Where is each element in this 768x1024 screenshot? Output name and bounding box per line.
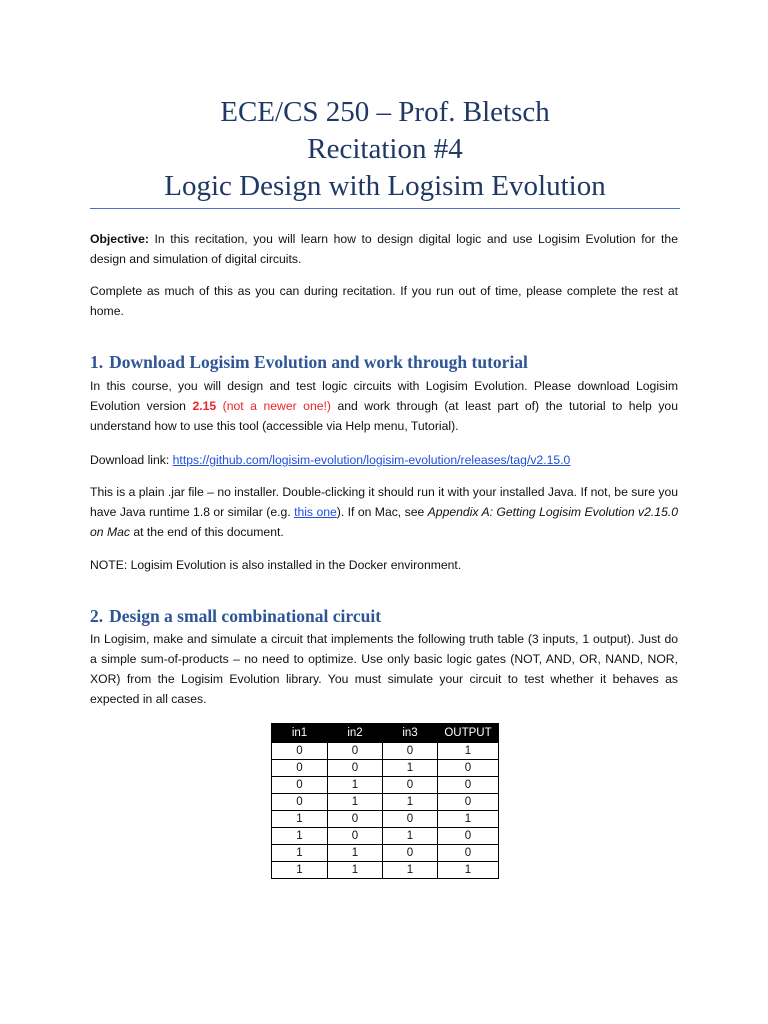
download-paragraph xyxy=(90,450,678,470)
cell-in1: 1 xyxy=(272,828,328,845)
table-row xyxy=(272,828,499,845)
cell-in3: 0 xyxy=(383,845,438,862)
cell-output: 0 xyxy=(438,794,499,811)
header-in3: in3 xyxy=(383,724,438,743)
section1-intro-after: and work through (at least part of) the tutorial to help you understand how to use this tool (accessible via Help menu, Tutorial). xyxy=(90,399,678,433)
java-text-middle: ). If on Mac, see xyxy=(336,505,428,519)
objective-text: In this recitation, you will learn how to design digital logic and use Logisim Evolution for the design and simulation of digital circuits. xyxy=(90,232,678,266)
section1-intro-paragraph xyxy=(90,376,678,436)
table-row xyxy=(272,811,499,828)
cell-in3: 1 xyxy=(383,760,438,777)
section2-paragraph: In Logisim, make and simulate a circuit that implements the following truth table (3 inputs, 1 output). Just do a simple sum-of-products – no need to optimize. Use only basic logic gates (NOT, AND, OR, NAND, NOR, XOR) from the Logisim Evolution library. You must simulate your circuit to test whether it behaves as expected in all cases. xyxy=(90,632,678,706)
cell-in2: 1 xyxy=(328,862,383,879)
section2-title: Design a small combinational circuit xyxy=(109,606,382,626)
document-title xyxy=(90,94,680,205)
title-recitation: Recitation #4 xyxy=(307,133,463,165)
cell-in1: 0 xyxy=(272,794,328,811)
cell-in2: 0 xyxy=(328,811,383,828)
cell-in3: 1 xyxy=(383,862,438,879)
complete-note-paragraph: Complete as much of this as you can during recitation. If you run out of time, please complete the rest at home. xyxy=(90,284,678,318)
cell-output: 1 xyxy=(438,811,499,828)
cell-output: 0 xyxy=(438,845,499,862)
version-number: 2.15 xyxy=(192,399,217,413)
table-row xyxy=(272,760,499,777)
cell-output: 0 xyxy=(438,828,499,845)
truth-table xyxy=(271,723,499,879)
docker-note-paragraph: NOTE: Logisim Evolution is also installed in the Docker environment. xyxy=(90,558,462,572)
download-label: Download link: xyxy=(90,453,173,467)
cell-in2: 1 xyxy=(328,777,383,794)
objective-paragraph xyxy=(90,229,678,269)
objective-label: Objective: xyxy=(90,232,149,246)
section2-number: 2. xyxy=(90,606,104,626)
cell-in3: 0 xyxy=(383,777,438,794)
cell-output: 0 xyxy=(438,760,499,777)
cell-in3: 0 xyxy=(383,811,438,828)
table-row xyxy=(272,862,499,879)
header-in1: in1 xyxy=(272,724,328,743)
header-in2: in2 xyxy=(328,724,383,743)
section1-heading xyxy=(90,351,678,373)
header-output: OUTPUT xyxy=(438,724,499,743)
cell-in1: 0 xyxy=(272,777,328,794)
section1-intro-before: In this course, you will design and test logic circuits with Logisim Evolution. Please download Logisim Evolution version xyxy=(90,379,678,413)
cell-in2: 0 xyxy=(328,828,383,845)
cell-in2: 1 xyxy=(328,794,383,811)
table-row xyxy=(272,845,499,862)
title-course: ECE/CS 250 – Prof. Bletsch xyxy=(220,96,550,128)
appendix-reference: Appendix A: Getting Logisim Evolution v2.15.0 on Mac xyxy=(90,505,679,539)
java-text-before: This is a plain .jar file – no installer. Double-clicking it should run it with your installed Java. If not, be sure you have Java runtime 1.8 or similar (e.g. xyxy=(90,485,678,519)
cell-output: 1 xyxy=(438,862,499,879)
cell-in1: 1 xyxy=(272,811,328,828)
cell-in3: 1 xyxy=(383,794,438,811)
cell-output: 0 xyxy=(438,777,499,794)
cell-in1: 1 xyxy=(272,862,328,879)
cell-output: 1 xyxy=(438,743,499,760)
version-warning: (not a newer one!) xyxy=(216,399,331,413)
cell-in1: 0 xyxy=(272,743,328,760)
download-link[interactable]: https://github.com/logisim-evolution/logisim-evolution/releases/tag/v2.15.0 xyxy=(172,453,571,467)
cell-in1: 1 xyxy=(272,845,328,862)
cell-in2: 0 xyxy=(328,760,383,777)
truth-table-header-row xyxy=(272,724,499,743)
table-row xyxy=(272,777,499,794)
cell-in3: 1 xyxy=(383,828,438,845)
java-text-after: at the end of this document. xyxy=(129,525,284,539)
section2-heading xyxy=(90,605,678,627)
title-topic: Logic Design with Logisim Evolution xyxy=(164,170,606,202)
section1-number: 1. xyxy=(90,352,104,372)
cell-in3: 0 xyxy=(383,743,438,760)
cell-in2: 0 xyxy=(328,743,383,760)
java-runtime-link[interactable]: this one xyxy=(294,505,337,519)
java-paragraph xyxy=(90,482,678,542)
cell-in1: 0 xyxy=(272,760,328,777)
cell-in2: 1 xyxy=(328,845,383,862)
table-row xyxy=(272,743,499,760)
title-divider xyxy=(90,208,680,209)
section1-title: Download Logisim Evolution and work through tutorial xyxy=(109,352,528,372)
table-row xyxy=(272,794,499,811)
